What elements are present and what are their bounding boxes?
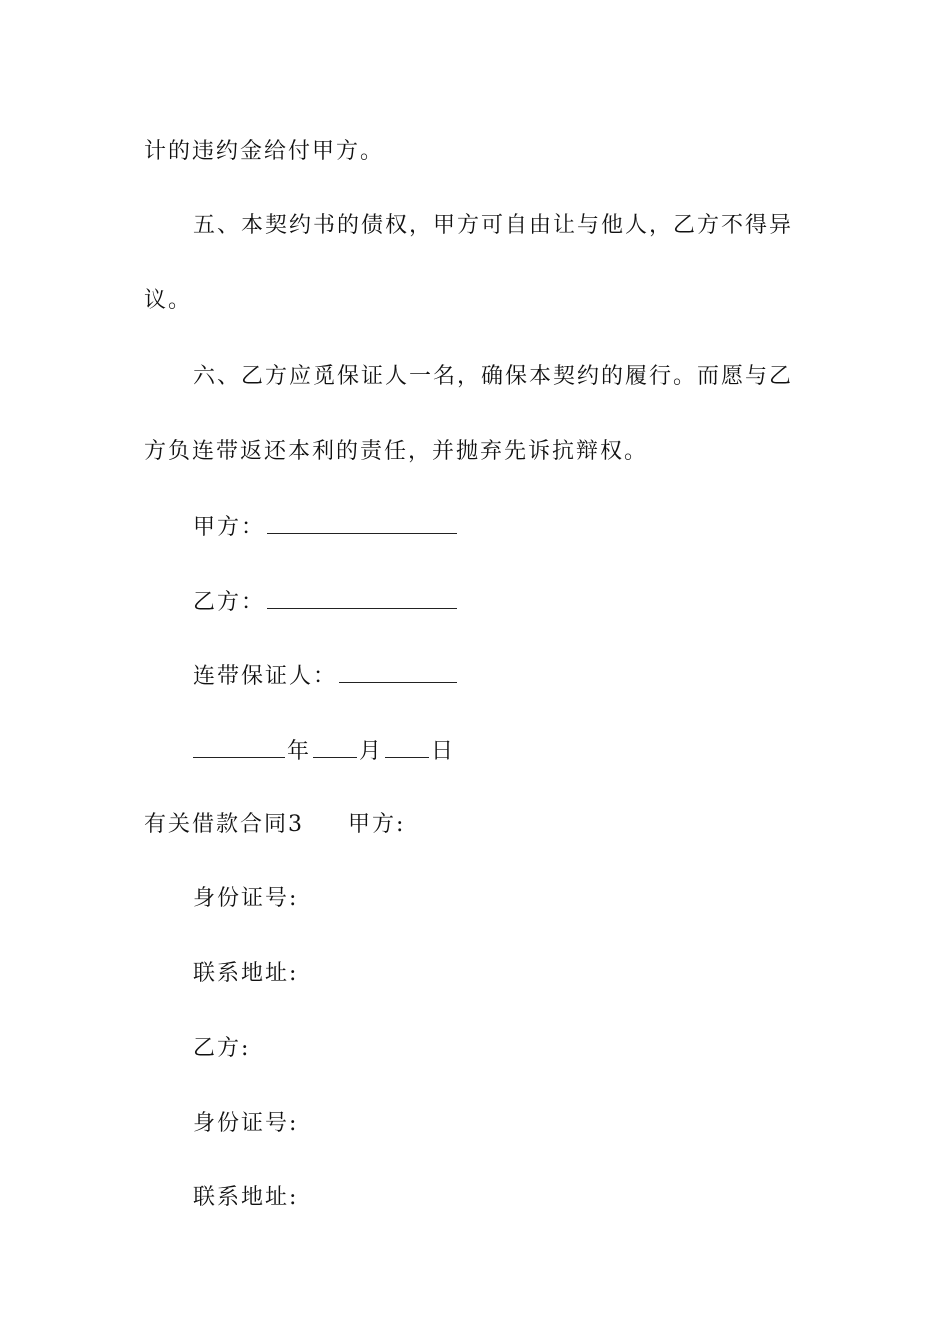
party-b-id-label: 身份证号: (193, 1111, 299, 1136)
day-label: 日 (431, 739, 456, 764)
party-a-address-row (193, 959, 298, 989)
party-a-id-row (193, 884, 298, 914)
party-a-label: 甲方： (193, 515, 266, 540)
contract3-title: 有关借款合同3 (144, 812, 304, 837)
paragraph-line (193, 211, 793, 241)
clause-five-continued: 议。 (144, 288, 193, 313)
date-row (193, 735, 455, 767)
party-b-blank (267, 586, 457, 609)
party-b-signature-row (193, 586, 459, 618)
clause-six-text: 六、乙方应觅保证人一名，确保本契约的履行。而愿与乙 (193, 364, 794, 389)
month-blank (313, 735, 357, 758)
guarantor-signature-row (193, 660, 459, 692)
party-a-address-label: 联系地址: (193, 961, 299, 986)
paragraph-line (144, 286, 192, 316)
party-a-signature-row (193, 511, 459, 543)
party-a-blank (267, 511, 457, 534)
clause-six-continued: 方负连带返还本利的责任，并抛弃先诉抗辩权。 (144, 439, 649, 464)
paragraph-line (144, 137, 384, 167)
paragraph-text: 计的违约金给付甲方。 (144, 139, 385, 164)
month-label: 月 (359, 739, 384, 764)
year-blank (193, 735, 285, 758)
party-b-id-row (193, 1109, 298, 1139)
contract3-party-b-label: 乙方: (193, 1036, 251, 1061)
party-b-label: 乙方： (193, 590, 266, 615)
party-b-address-row (193, 1183, 298, 1213)
guarantor-blank (339, 660, 457, 683)
day-blank (385, 735, 429, 758)
party-b-address-label: 联系地址: (193, 1185, 299, 1210)
guarantor-label: 连带保证人： (193, 664, 338, 689)
contract3-party-a-label: 甲方: (348, 812, 406, 837)
contract3-party-b-row (193, 1034, 250, 1064)
clause-five-text: 五、本契约书的债权，甲方可自由让与他人，乙方不得异 (193, 213, 794, 238)
paragraph-line (193, 362, 793, 392)
year-label: 年 (287, 739, 312, 764)
paragraph-line (144, 437, 648, 467)
party-a-id-label: 身份证号: (193, 886, 299, 911)
contract3-heading-row (144, 810, 405, 840)
